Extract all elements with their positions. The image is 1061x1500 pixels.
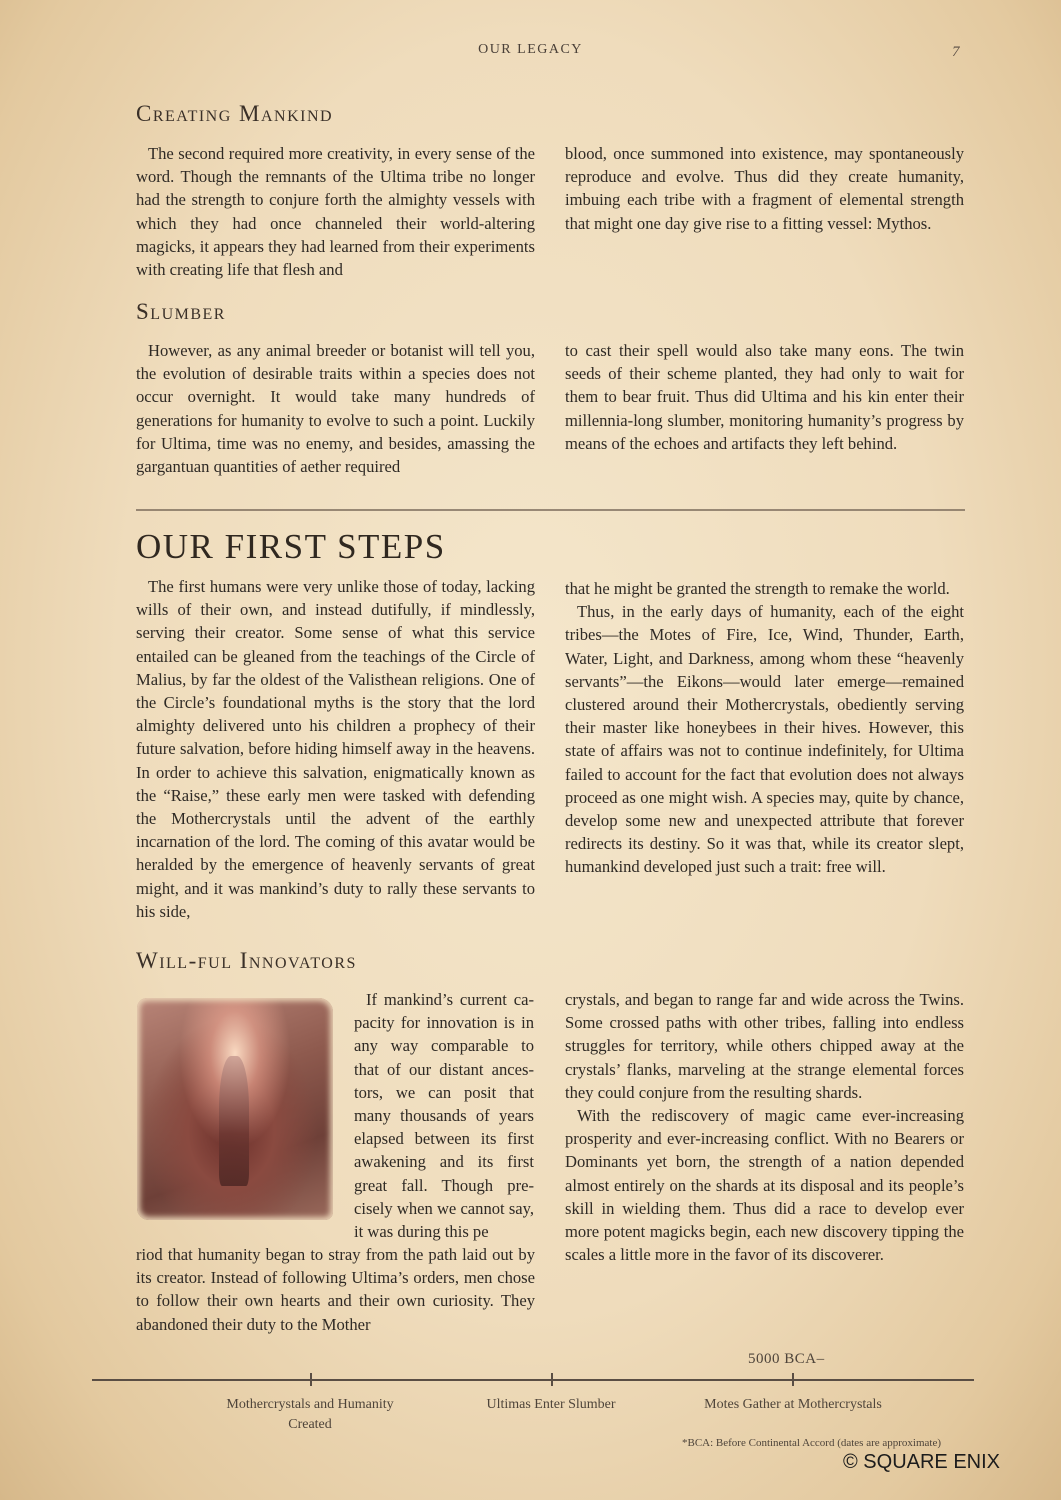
chapter-heading-our-first-steps: OUR FIRST STEPS (136, 527, 446, 566)
paragraph: With the rediscovery of magic came ever-increasing prosperity and ever-increasing conflict. With no Bearers or Dominants yet born, the strength of a nation depended almost entirely on the shards at its disposal and its people’s skill in wielding them. Thus did a race to develop ever more potent magicks begin, each new discovery tipping the scales a little more in the favor of its discoverer. (565, 1106, 964, 1265)
timeline-event-label: Mothercrystals and Humanity Created (226, 1397, 394, 1432)
timeline-event-label: Ultimas Enter Slumber (486, 1397, 616, 1412)
paragraph: blood, once summoned into existence, may spontaneously reproduce and evolve. Thus did they create humanity, imbuing each tribe with a fragment of elemental strength that might one day give rise to a fitting vessel: Mythos. (565, 144, 964, 233)
paragraph: that he might be granted the strength to remake the world. (565, 579, 950, 598)
slumber-right-column (565, 339, 964, 455)
paragraph: The first humans were very unlike those of today, lacking wills of their own, and instead dutifully, if mindlessly, serving their creator. Some sense of what this service entailed can be gleaned from the teachings of the Circle of Malius, by far the oldest of the Valisthean religions. One of the Circle’s foundational myths is the story that the lord almighty delivered unto his children a prophecy of their future salvation, before hiding himself away in the heavens. In order to achieve this salvation, enigmatically known as the “Raise,” these early men were tasked with defending the Mothercrystals until the advent of the earthly incarnation of the lord. The coming of this avatar would be heralded by the emergence of heavenly servants of great might, and it was mankind’s duty to rally these servants to his side, (136, 577, 535, 921)
first-steps-right-column (565, 577, 964, 879)
page-number: 7 (952, 44, 960, 60)
timeline-event-label: Motes Gather at Mothercrystals (704, 1397, 882, 1412)
timeline-footnote: *BCA: Before Continental Accord (dates are approximate) (682, 1437, 942, 1449)
innovators-right-column (565, 988, 964, 1266)
timeline-tick (310, 1373, 312, 1386)
paragraph: to cast their spell would also take many eons. The twin seeds of their scheme planted, they had only to wait for them to bear fruit. Thus did Ultima and his kin enter their millennia-long slumber, monitoring humanity’s progress by means of the echoes and artifacts they left behind. (565, 341, 964, 453)
section-heading-slumber: Slumber (136, 299, 226, 324)
timeline-date: 5000 BCA– (748, 1351, 825, 1367)
paragraph: crystals, and began to range far and wide across the Twins. Some crossed paths with other tribes, falling into endless struggles for territory, while others chipped away at the crystals’ flanks, marveling at the strange elemental forces they could conjure from the resulting shards. (565, 990, 964, 1102)
slumber-left-column (136, 339, 535, 478)
innovators-left-continuation (136, 1243, 535, 1336)
mothercrystal-illustration (137, 998, 333, 1220)
paragraph: If mankind’s current capacity for innovation is in any way comparable to that of our distant ancestors, we can posit that many thousands of years elapsed between its first awakening and its first great fall. Though precisely when we cannot say, it was during this pe (354, 990, 535, 1242)
crystal-figure (219, 1056, 249, 1186)
copyright-notice: © SQUARE ENIX (843, 1451, 1000, 1473)
paragraph: The second required more creativity, in every sense of the word. Though the remnants of the Ultima tribe no longer had the strength to conjure forth the almighty vessels with which they had once channeled their world-altering magicks, it appears they had learned from their experiments with creating life that flesh and (136, 144, 535, 280)
section-heading-willful-innovators: Will-ful Innovators (136, 948, 357, 973)
first-steps-left-column (136, 575, 535, 923)
creating-mankind-left-column (136, 142, 535, 281)
paragraph: However, as any animal breeder or botanist will tell you, the evolution of desirable traits within a species does not occur overnight. It would take many hundreds of generations for humanity to evolve to such a point. Luckily for Ultima, time was no enemy, and besides, amassing the gargantuan quantities of aether required (136, 341, 535, 477)
section-heading-creating-mankind: Creating Mankind (136, 101, 334, 126)
timeline-tick (792, 1373, 794, 1386)
paragraph: Thus, in the early days of humanity, each of the eight tribes—the Motes of Fire, Ice, Wind, Thunder, Earth, Water, Light, and Darkness, among whom these “heavenly servants”—the Eikons—would later emerge—remained clustered around their Mothercrystals, obediently serving their master like honeybees in their hives. However, this state of affairs was not to continue indefinitely, for Ultima failed to account for the fact that evolution does not always proceed as one might wish. A species may, quite by chance, develop some new and unexpected attribute that forever redirects its destiny. So it was that, while its creator slept, humankind developed just such a trait: free will. (565, 602, 964, 877)
creating-mankind-right-column (565, 142, 964, 235)
timeline-tick (551, 1373, 553, 1386)
innovators-wrapped-text (354, 988, 534, 1243)
paragraph: riod that humanity began to stray from the path laid out by its creator. Instead of following Ultima’s orders, men chose to follow their own hearts and their own curiosity. They abandoned their duty to the Mother (136, 1245, 535, 1334)
section-divider (136, 509, 965, 511)
timeline-line (92, 1379, 974, 1381)
running-head: OUR LEGACY (478, 42, 583, 57)
